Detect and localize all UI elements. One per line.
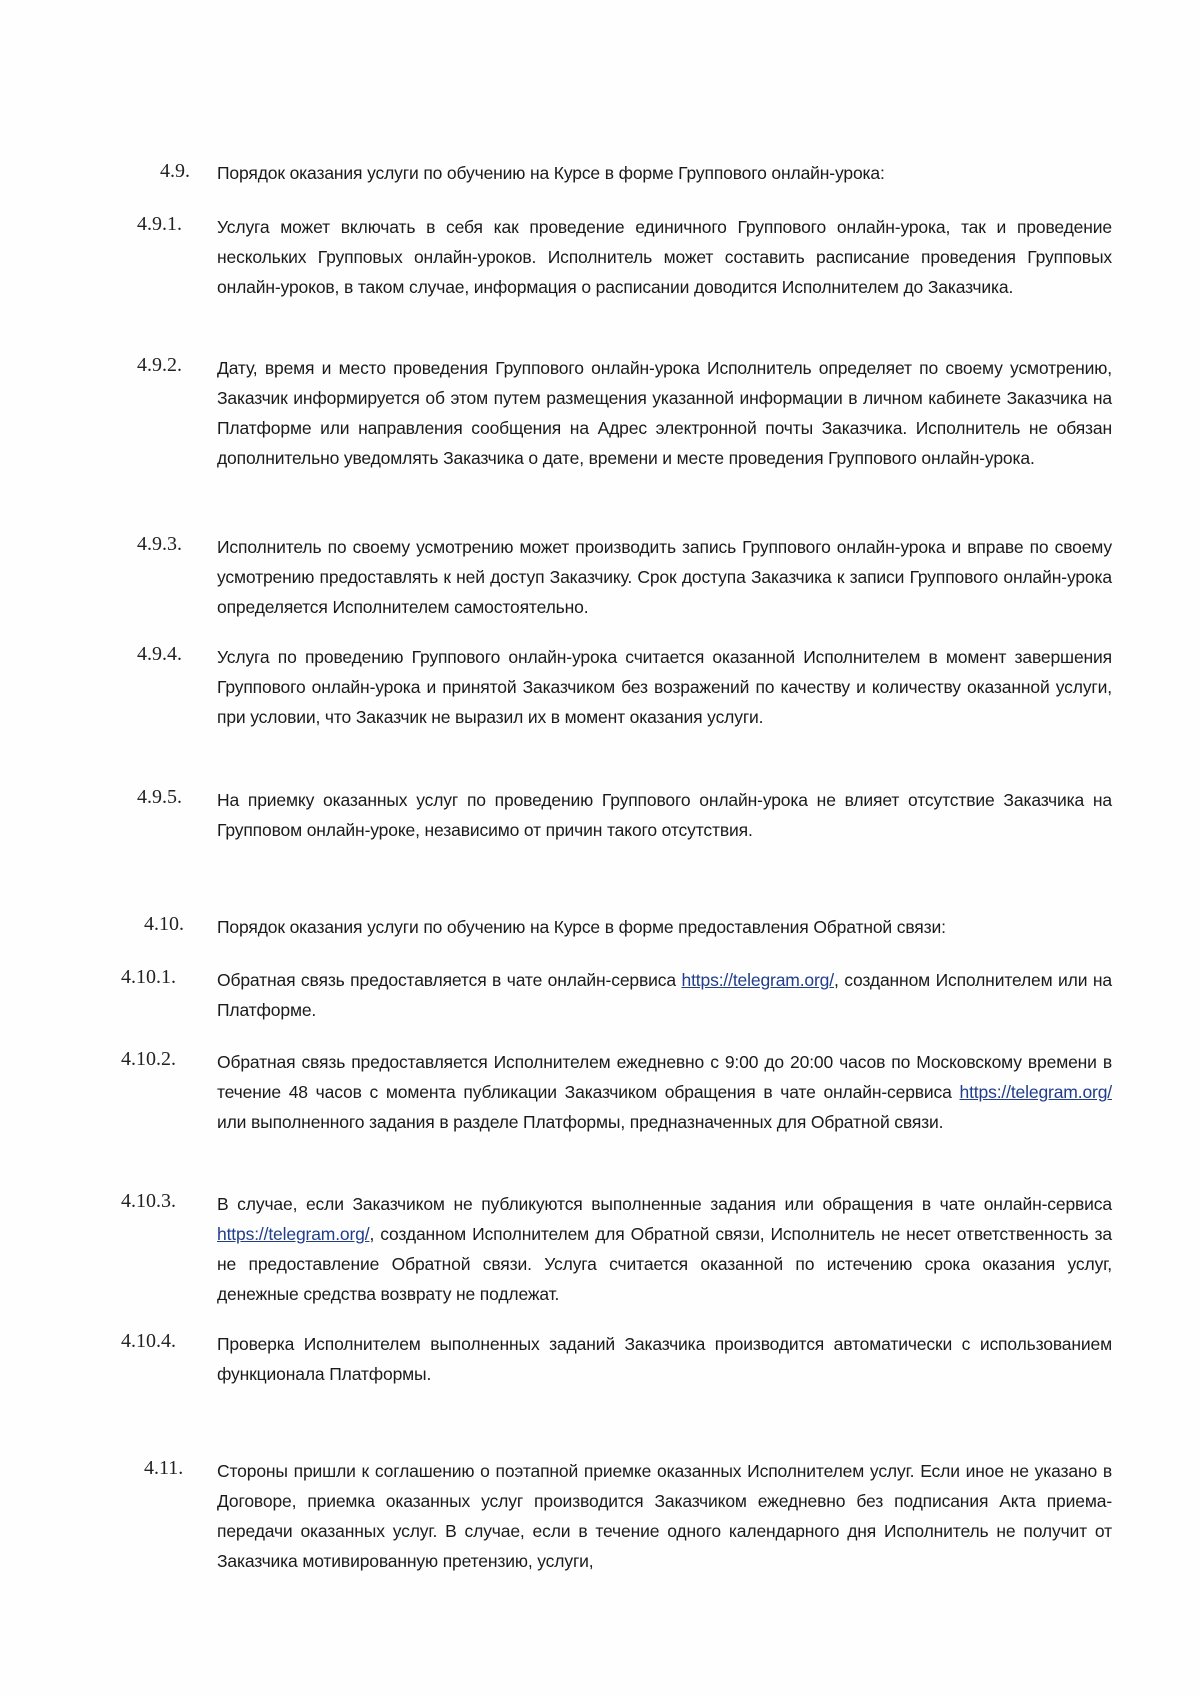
paragraph-text: или выполненного задания в разделе Платформы, предназначенных для Обратной связи.	[217, 1112, 944, 1132]
section-heading: Порядок оказания услуги по обучению на Курсе в форме Группового онлайн-урока:	[217, 163, 885, 183]
telegram-link[interactable]: https://telegram.org/	[959, 1082, 1112, 1102]
paragraph-text: , созданном Исполнителем или на Платформе.	[217, 970, 1112, 1020]
section-paragraph: Услуга может включать в себя как проведение единичного Группового онлайн-урока, так и проведение нескольких Групповых онлайн-уроков. Исполнитель может составить расписание проведения Групповых онлайн-уроков, в таком случае, информация о расписании доводится Исполнителем до Заказчика.	[217, 217, 1112, 297]
telegram-link[interactable]: https://telegram.org/	[681, 970, 834, 990]
section-number: 4.9.3.	[137, 533, 182, 555]
section-number: 4.10.4.	[121, 1330, 176, 1352]
section-paragraph: Дату, время и место проведения Группового онлайн-урока Исполнитель определяет по своему усмотрению, Заказчик информируется об этом путем размещения указанной информации в личном кабинете Заказчика на Платформе или направления сообщения на Адрес электронной почты Заказчика. Исполнитель не обязан дополнительно уведомлять Заказчика о дате, времени и месте проведения Группового онлайн-урока.	[217, 358, 1112, 468]
paragraph-text: , созданном Исполнителем для Обратной связи, Исполнитель не несет ответственность за не предоставление Обратной связи. Услуга считается оказанной по истечению срока оказания услуг, денежные средства возврату не подлежат.	[217, 1224, 1112, 1304]
section-number: 4.10.	[144, 913, 184, 935]
section-number: 4.9.4.	[137, 643, 182, 665]
section-paragraph: Услуга по проведению Группового онлайн-урока считается оказанной Исполнителем в момент завершения Группового онлайн-урока и принятой Заказчиком без возражений по качеству и количеству оказанной услуги, при условии, что Заказчик не выразил их в момент оказания услуги.	[217, 647, 1112, 727]
section-number: 4.9.	[160, 160, 190, 182]
section-number: 4.9.5.	[137, 786, 182, 808]
section-paragraph: На приемку оказанных услуг по проведению Группового онлайн-урока не влияет отсутствие Заказчика на Групповом онлайн-уроке, независимо от причин такого отсутствия.	[217, 790, 1112, 840]
section-number: 4.9.1.	[137, 213, 182, 235]
section-number: 4.11.	[144, 1457, 184, 1479]
telegram-link[interactable]: https://telegram.org/	[217, 1224, 370, 1244]
section-number: 4.10.2.	[121, 1048, 176, 1070]
paragraph-text: В случае, если Заказчиком не публикуются выполненные задания или обращения в чате онлайн-сервиса	[217, 1194, 1112, 1214]
section-heading: Порядок оказания услуги по обучению на Курсе в форме предоставления Обратной связи:	[217, 917, 946, 937]
paragraph-text: Обратная связь предоставляется Исполнителем ежедневно с 9:00 до 20:00 часов по Московскому времени в течение 48 часов с момента публикации Заказчиком обращения в чате онлайн-сервиса	[217, 1052, 1112, 1102]
section-paragraph	[217, 1189, 1112, 1309]
section-number: 4.9.2.	[137, 354, 182, 376]
section-paragraph: Исполнитель по своему усмотрению может производить запись Группового онлайн-урока и вправе по своему усмотрению предоставлять к ней доступ Заказчику. Срок доступа Заказчика к записи Группового онлайн-урока определяется Исполнителем самостоятельно.	[217, 537, 1112, 617]
paragraph-text: Обратная связь предоставляется в чате онлайн-сервиса	[217, 970, 682, 990]
section-paragraph: Стороны пришли к соглашению о поэтапной приемке оказанных Исполнителем услуг. Если иное не указано в Договоре, приемка оказанных услуг производится Заказчиком ежедневно без подписания Акта приема-передачи оказанных услуг. В случае, если в течение одного календарного дня Исполнитель не получит от Заказчика мотивированную претензию, услуги,	[217, 1461, 1112, 1571]
section-number: 4.10.1.	[121, 966, 176, 988]
section-paragraph	[217, 965, 1112, 1025]
section-paragraph	[217, 1047, 1112, 1137]
section-number: 4.10.3.	[121, 1190, 176, 1212]
section-paragraph: Проверка Исполнителем выполненных заданий Заказчика производится автоматически с использованием функционала Платформы.	[217, 1334, 1112, 1384]
